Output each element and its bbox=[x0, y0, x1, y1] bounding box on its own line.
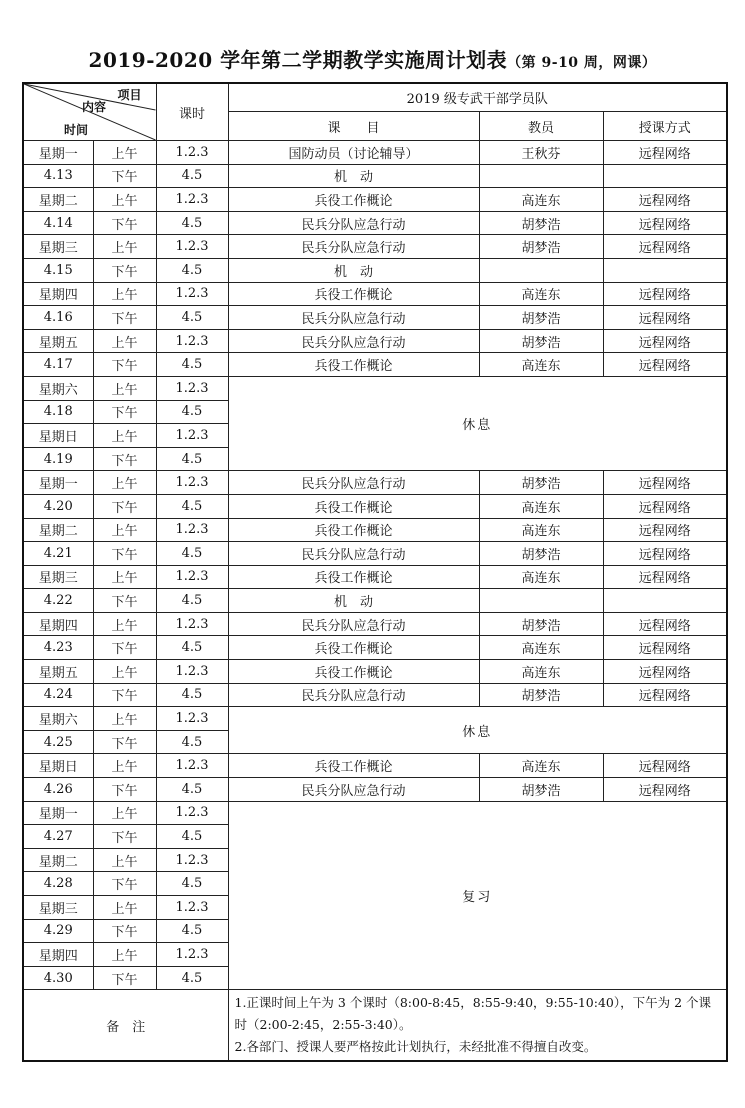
date-cell: 4.16 bbox=[23, 306, 93, 330]
schedule-row bbox=[23, 164, 727, 188]
method-cell: 远程网络 bbox=[603, 612, 727, 636]
hours-cell: 1.2.3 bbox=[156, 471, 228, 495]
hours-cell: 4.5 bbox=[156, 683, 228, 707]
course-cell: 兵役工作概论 bbox=[228, 565, 479, 589]
hours-cell: 4.5 bbox=[156, 258, 228, 282]
method-cell: 远程网络 bbox=[603, 329, 727, 353]
day-cell: 星期四 bbox=[23, 282, 93, 306]
hours-cell: 4.5 bbox=[156, 589, 228, 613]
title-main: 2019-2020 学年第二学期教学实施周计划表 bbox=[88, 48, 508, 72]
schedule-row bbox=[23, 141, 727, 165]
page-title bbox=[0, 44, 745, 73]
teacher-cell: 高连东 bbox=[479, 518, 603, 542]
date-cell: 4.27 bbox=[23, 825, 93, 849]
teacher-cell: 胡梦浩 bbox=[479, 471, 603, 495]
hours-cell: 1.2.3 bbox=[156, 235, 228, 259]
schedule-row bbox=[23, 353, 727, 377]
period-cell: 上午 bbox=[93, 943, 156, 967]
date-cell: 4.22 bbox=[23, 589, 93, 613]
period-cell: 下午 bbox=[93, 353, 156, 377]
schedule-row bbox=[23, 636, 727, 660]
period-cell: 上午 bbox=[93, 235, 156, 259]
hours-cell: 4.5 bbox=[156, 211, 228, 235]
corner-content-label: 内容 bbox=[82, 100, 107, 114]
schedule-row bbox=[23, 778, 727, 802]
method-cell: 远程网络 bbox=[603, 565, 727, 589]
teacher-cell: 胡梦浩 bbox=[479, 542, 603, 566]
period-cell: 上午 bbox=[93, 612, 156, 636]
date-cell: 4.29 bbox=[23, 919, 93, 943]
hours-cell: 1.2.3 bbox=[156, 188, 228, 212]
merged-status-cell: 复习 bbox=[228, 801, 727, 990]
course-cell: 机 动 bbox=[228, 258, 479, 282]
period-cell: 下午 bbox=[93, 400, 156, 424]
period-cell: 下午 bbox=[93, 258, 156, 282]
teacher-cell: 高连东 bbox=[479, 636, 603, 660]
hours-cell: 1.2.3 bbox=[156, 565, 228, 589]
hours-cell: 4.5 bbox=[156, 636, 228, 660]
hours-cell: 1.2.3 bbox=[156, 518, 228, 542]
period-cell: 下午 bbox=[93, 872, 156, 896]
course-cell: 机 动 bbox=[228, 164, 479, 188]
course-cell: 兵役工作概论 bbox=[228, 754, 479, 778]
header-row-1 bbox=[23, 83, 727, 112]
hours-cell: 1.2.3 bbox=[156, 141, 228, 165]
period-cell: 下午 bbox=[93, 966, 156, 990]
hours-cell: 1.2.3 bbox=[156, 943, 228, 967]
course-cell: 民兵分队应急行动 bbox=[228, 471, 479, 495]
method-cell bbox=[603, 589, 727, 613]
hours-cell: 1.2.3 bbox=[156, 754, 228, 778]
course-cell: 民兵分队应急行动 bbox=[228, 542, 479, 566]
merged-status-cell: 休息 bbox=[228, 376, 727, 470]
period-cell: 上午 bbox=[93, 896, 156, 920]
schedule-row bbox=[23, 683, 727, 707]
corner-item-label: 项目 bbox=[117, 88, 142, 102]
period-cell: 上午 bbox=[93, 141, 156, 165]
method-cell: 远程网络 bbox=[603, 494, 727, 518]
teacher-cell: 高连东 bbox=[479, 188, 603, 212]
method-cell: 远程网络 bbox=[603, 683, 727, 707]
hours-cell: 4.5 bbox=[156, 494, 228, 518]
teacher-cell: 胡梦浩 bbox=[479, 683, 603, 707]
date-cell: 4.26 bbox=[23, 778, 93, 802]
period-cell: 上午 bbox=[93, 565, 156, 589]
teacher-cell: 胡梦浩 bbox=[479, 778, 603, 802]
hours-cell: 4.5 bbox=[156, 872, 228, 896]
date-cell: 4.25 bbox=[23, 730, 93, 754]
day-cell: 星期三 bbox=[23, 235, 93, 259]
period-cell: 下午 bbox=[93, 494, 156, 518]
teacher-cell: 高连东 bbox=[479, 565, 603, 589]
hours-cell: 1.2.3 bbox=[156, 896, 228, 920]
period-cell: 下午 bbox=[93, 919, 156, 943]
period-cell: 下午 bbox=[93, 778, 156, 802]
day-cell: 星期五 bbox=[23, 329, 93, 353]
schedule-row bbox=[23, 211, 727, 235]
method-cell: 远程网络 bbox=[603, 471, 727, 495]
teacher-cell: 高连东 bbox=[479, 660, 603, 684]
hours-cell: 4.5 bbox=[156, 966, 228, 990]
teacher-cell bbox=[479, 589, 603, 613]
hours-cell: 4.5 bbox=[156, 730, 228, 754]
schedule-row bbox=[23, 707, 727, 731]
course-cell: 机 动 bbox=[228, 589, 479, 613]
hours-cell: 4.5 bbox=[156, 400, 228, 424]
day-cell: 星期二 bbox=[23, 848, 93, 872]
course-cell: 兵役工作概论 bbox=[228, 660, 479, 684]
method-cell bbox=[603, 258, 727, 282]
hours-cell: 1.2.3 bbox=[156, 612, 228, 636]
method-cell: 远程网络 bbox=[603, 282, 727, 306]
hours-cell: 1.2.3 bbox=[156, 282, 228, 306]
teacher-cell: 高连东 bbox=[479, 353, 603, 377]
method-cell: 远程网络 bbox=[603, 518, 727, 542]
schedule-row bbox=[23, 471, 727, 495]
period-cell: 上午 bbox=[93, 329, 156, 353]
course-cell: 民兵分队应急行动 bbox=[228, 306, 479, 330]
date-cell: 4.14 bbox=[23, 211, 93, 235]
period-cell: 上午 bbox=[93, 801, 156, 825]
method-cell: 远程网络 bbox=[603, 353, 727, 377]
method-cell: 远程网络 bbox=[603, 636, 727, 660]
course-cell: 兵役工作概论 bbox=[228, 494, 479, 518]
period-cell: 上午 bbox=[93, 707, 156, 731]
teacher-cell: 王秋芬 bbox=[479, 141, 603, 165]
schedule-row bbox=[23, 565, 727, 589]
period-cell: 上午 bbox=[93, 518, 156, 542]
schedule-row bbox=[23, 188, 727, 212]
period-cell: 上午 bbox=[93, 376, 156, 400]
schedule-row bbox=[23, 494, 727, 518]
teacher-cell: 胡梦浩 bbox=[479, 235, 603, 259]
hours-cell: 4.5 bbox=[156, 164, 228, 188]
merged-status-cell: 休息 bbox=[228, 707, 727, 754]
group-header: 2019 级专武干部学员队 bbox=[228, 83, 727, 112]
period-cell: 下午 bbox=[93, 636, 156, 660]
schedule-row bbox=[23, 306, 727, 330]
date-cell: 4.21 bbox=[23, 542, 93, 566]
teacher-cell: 高连东 bbox=[479, 494, 603, 518]
method-cell: 远程网络 bbox=[603, 778, 727, 802]
period-cell: 下午 bbox=[93, 589, 156, 613]
hours-header: 课时 bbox=[156, 83, 228, 141]
date-cell: 4.28 bbox=[23, 872, 93, 896]
schedule-row bbox=[23, 518, 727, 542]
course-cell: 民兵分队应急行动 bbox=[228, 612, 479, 636]
teacher-cell: 胡梦浩 bbox=[479, 329, 603, 353]
course-cell: 兵役工作概论 bbox=[228, 353, 479, 377]
hours-cell: 4.5 bbox=[156, 542, 228, 566]
course-cell: 民兵分队应急行动 bbox=[228, 683, 479, 707]
date-cell: 4.30 bbox=[23, 966, 93, 990]
period-cell: 下午 bbox=[93, 542, 156, 566]
hours-cell: 4.5 bbox=[156, 778, 228, 802]
day-cell: 星期日 bbox=[23, 424, 93, 448]
course-header: 课 目 bbox=[228, 112, 479, 141]
period-cell: 上午 bbox=[93, 660, 156, 684]
day-cell: 星期四 bbox=[23, 943, 93, 967]
schedule-row bbox=[23, 258, 727, 282]
period-cell: 上午 bbox=[93, 282, 156, 306]
schedule-row bbox=[23, 589, 727, 613]
schedule-row bbox=[23, 282, 727, 306]
course-cell: 兵役工作概论 bbox=[228, 282, 479, 306]
day-cell: 星期六 bbox=[23, 707, 93, 731]
day-cell: 星期一 bbox=[23, 141, 93, 165]
notes-row bbox=[23, 990, 727, 1062]
course-cell: 兵役工作概论 bbox=[228, 636, 479, 660]
period-cell: 上午 bbox=[93, 471, 156, 495]
schedule-row bbox=[23, 801, 727, 825]
teacher-cell: 高连东 bbox=[479, 754, 603, 778]
course-cell: 民兵分队应急行动 bbox=[228, 211, 479, 235]
method-cell bbox=[603, 164, 727, 188]
hours-cell: 4.5 bbox=[156, 353, 228, 377]
method-cell: 远程网络 bbox=[603, 211, 727, 235]
hours-cell: 1.2.3 bbox=[156, 376, 228, 400]
teacher-cell: 胡梦浩 bbox=[479, 306, 603, 330]
hours-cell: 1.2.3 bbox=[156, 707, 228, 731]
day-cell: 星期六 bbox=[23, 376, 93, 400]
note-line-2: 2.各部门、授课人要严格按此计划执行，未经批准不得擅自改变。 bbox=[234, 1039, 597, 1055]
teacher-cell: 胡梦浩 bbox=[479, 211, 603, 235]
date-cell: 4.18 bbox=[23, 400, 93, 424]
method-cell: 远程网络 bbox=[603, 660, 727, 684]
schedule-table bbox=[22, 82, 728, 1062]
period-cell: 上午 bbox=[93, 424, 156, 448]
notes-content bbox=[228, 990, 727, 1062]
date-cell: 4.17 bbox=[23, 353, 93, 377]
teacher-header: 教员 bbox=[479, 112, 603, 141]
hours-cell: 1.2.3 bbox=[156, 801, 228, 825]
corner-header bbox=[23, 83, 156, 141]
method-cell: 远程网络 bbox=[603, 188, 727, 212]
schedule-row bbox=[23, 376, 727, 400]
schedule-row bbox=[23, 542, 727, 566]
method-header: 授课方式 bbox=[603, 112, 727, 141]
date-cell: 4.20 bbox=[23, 494, 93, 518]
course-cell: 兵役工作概论 bbox=[228, 188, 479, 212]
method-cell: 远程网络 bbox=[603, 754, 727, 778]
date-cell: 4.19 bbox=[23, 447, 93, 471]
day-cell: 星期五 bbox=[23, 660, 93, 684]
note-line-1: 1.正课时间上午为 3 个课时（8:00-8:45，8:55-9:40，9:55-10:40），下午为 2 个课时（2:00-2:45，2:55-3:40）。 bbox=[234, 995, 712, 1033]
teacher-cell: 高连东 bbox=[479, 282, 603, 306]
hours-cell: 4.5 bbox=[156, 919, 228, 943]
day-cell: 星期一 bbox=[23, 801, 93, 825]
schedule-row bbox=[23, 754, 727, 778]
title-sub: （第 9-10 周，网课） bbox=[507, 55, 657, 71]
hours-cell: 1.2.3 bbox=[156, 660, 228, 684]
date-cell: 4.23 bbox=[23, 636, 93, 660]
hours-cell: 4.5 bbox=[156, 306, 228, 330]
teacher-cell bbox=[479, 258, 603, 282]
hours-cell: 1.2.3 bbox=[156, 848, 228, 872]
course-cell: 兵役工作概论 bbox=[228, 518, 479, 542]
schedule-row bbox=[23, 329, 727, 353]
date-cell: 4.15 bbox=[23, 258, 93, 282]
period-cell: 上午 bbox=[93, 188, 156, 212]
day-cell: 星期一 bbox=[23, 471, 93, 495]
method-cell: 远程网络 bbox=[603, 141, 727, 165]
notes-label: 备 注 bbox=[23, 990, 228, 1062]
period-cell: 上午 bbox=[93, 848, 156, 872]
schedule-row bbox=[23, 612, 727, 636]
period-cell: 下午 bbox=[93, 825, 156, 849]
period-cell: 下午 bbox=[93, 211, 156, 235]
teacher-cell bbox=[479, 164, 603, 188]
day-cell: 星期二 bbox=[23, 518, 93, 542]
teacher-cell: 胡梦浩 bbox=[479, 612, 603, 636]
course-cell: 民兵分队应急行动 bbox=[228, 235, 479, 259]
day-cell: 星期四 bbox=[23, 612, 93, 636]
period-cell: 下午 bbox=[93, 447, 156, 471]
day-cell: 星期三 bbox=[23, 565, 93, 589]
schedule-row bbox=[23, 235, 727, 259]
date-cell: 4.13 bbox=[23, 164, 93, 188]
method-cell: 远程网络 bbox=[603, 306, 727, 330]
period-cell: 下午 bbox=[93, 164, 156, 188]
schedule-body bbox=[23, 83, 727, 1061]
hours-cell: 1.2.3 bbox=[156, 424, 228, 448]
day-cell: 星期二 bbox=[23, 188, 93, 212]
schedule-row bbox=[23, 660, 727, 684]
day-cell: 星期日 bbox=[23, 754, 93, 778]
period-cell: 下午 bbox=[93, 730, 156, 754]
hours-cell: 1.2.3 bbox=[156, 329, 228, 353]
course-cell: 民兵分队应急行动 bbox=[228, 329, 479, 353]
method-cell: 远程网络 bbox=[603, 235, 727, 259]
corner-time-label: 时间 bbox=[64, 123, 89, 137]
period-cell: 上午 bbox=[93, 754, 156, 778]
hours-cell: 4.5 bbox=[156, 447, 228, 471]
course-cell: 国防动员（讨论辅导） bbox=[228, 141, 479, 165]
day-cell: 星期三 bbox=[23, 896, 93, 920]
period-cell: 下午 bbox=[93, 683, 156, 707]
course-cell: 民兵分队应急行动 bbox=[228, 778, 479, 802]
date-cell: 4.24 bbox=[23, 683, 93, 707]
period-cell: 下午 bbox=[93, 306, 156, 330]
method-cell: 远程网络 bbox=[603, 542, 727, 566]
hours-cell: 4.5 bbox=[156, 825, 228, 849]
